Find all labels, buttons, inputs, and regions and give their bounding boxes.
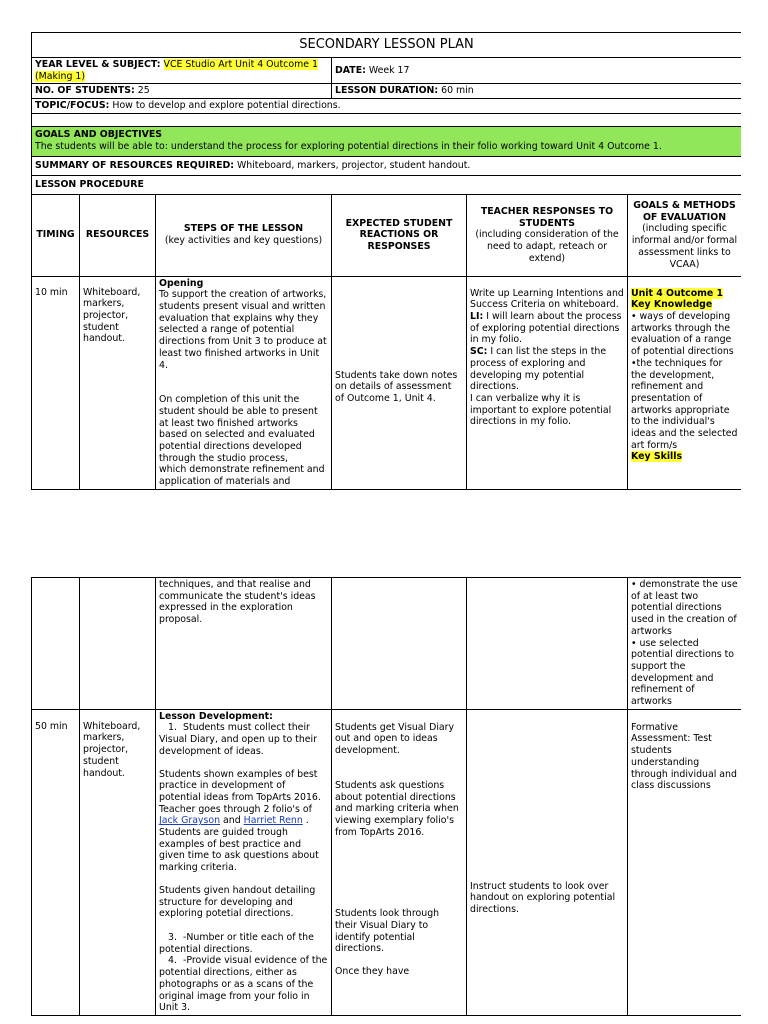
goals-label: GOALS AND OBJECTIVES [35, 128, 162, 140]
header-steps-title: STEPS OF THE LESSON [183, 223, 304, 235]
date-value: Week 17 [368, 64, 410, 76]
list-item: 1. Students must collect their Visual Diary, and open up to their development of ideas. [159, 722, 318, 757]
teacher-cell [467, 578, 628, 710]
lesson-plan-page-1 [31, 32, 741, 500]
expected-cell [332, 709, 467, 1015]
steps-cell [156, 709, 332, 1015]
development-label: Lesson Development: [159, 710, 273, 722]
timing-cell [32, 578, 80, 710]
list-item: Students given handout detailing structure for developing and exploring potetial directions. [159, 884, 316, 920]
teacher-instruction: Instruct students to look over handout on exploring potential directions. [470, 880, 616, 916]
goals-eval-cell [628, 276, 742, 489]
development-steps [159, 722, 328, 1013]
resources-label: SUMMARY OF RESOURCES REQUIRED: [35, 160, 234, 172]
learning-intention [470, 311, 624, 346]
header-teacher-title: TEACHER RESPONSES TO STUDENTS [480, 205, 614, 229]
expected-3: Students look through their Visual Diary to identify potential directions. [335, 908, 440, 955]
list-item: 3. -Number or title each of the potential directions. [159, 931, 314, 955]
date-label: DATE: [335, 64, 366, 76]
students-value: 25 [137, 85, 150, 97]
lesson-plan-table [31, 32, 741, 490]
list-item: 4. -Provide visual evidence of the potential directions, either as photographs or as a scans of the original image from your folio in Unit 3. [159, 955, 328, 1014]
teacher-cell [467, 709, 628, 1015]
expected-4: Once they have [335, 966, 410, 978]
key-skill-1: • demonstrate the use of at least two potential directions used in the creation of artworks [631, 579, 738, 637]
year-level-value: VCE Studio Art Unit 4 Outcome 1 (Making 1) [35, 59, 318, 82]
goals-eval-cell [628, 578, 742, 710]
resources-value: Whiteboard, markers, projector, student handout. [236, 160, 471, 172]
resources-list: Whiteboard, markers, projector, student handout. [80, 709, 156, 1015]
harriet-renn-link[interactable]: Harriet Renn [243, 815, 303, 827]
key-knowledge-2: •the techniques for the development, refinement and presentation of artworks appropriate to the individual's ideas and the selected art form/s [631, 357, 738, 451]
header-timing: TIMING [32, 194, 80, 276]
resources-cell [80, 578, 156, 710]
procedure-label: LESSON PROCEDURE [32, 175, 742, 194]
table-row [32, 276, 742, 489]
header-goals-title: GOALS & METHODS OF EVALUATION [633, 200, 736, 223]
header-resources: RESOURCES [80, 194, 156, 276]
goals-cell [32, 126, 742, 156]
steps-cell: techniques, and that realise and communicate the student's ideas expressed in the exploration proposal. [156, 578, 332, 710]
timing-cell: 50 min [32, 709, 80, 1015]
table-row [32, 578, 742, 710]
completion-paragraph: On completion of this unit the student should be able to present at least two finished artworks based on selected and evaluated potential directions developed through the studio process, [159, 394, 318, 464]
opening-paragraph: To support the creation of artworks, students present visual and written evaluation that explains why they selected a range of potential directions from Unit 3 to produce at least two finished artworks in Unit 4. [159, 289, 327, 371]
resources-cell [32, 157, 742, 176]
goals-text: The students will be able to: understand the process for exploring potential directions in their folio working toward Unit 4 Outcome 1. [35, 140, 662, 152]
teacher-intro: Write up Learning Intentions and Success Criteria on whiteboard. [470, 287, 624, 311]
header-expected: EXPECTED STUDENT REACTIONS OR RESPONSES [332, 194, 467, 276]
date-cell [332, 58, 742, 84]
header-teacher [467, 194, 628, 276]
list-item: Students shown examples of best practice in development of potential ideas from TopArts 2016. Teacher goes through 2 folio's of Jack Grayson and Harriet Renn . Students are guided trough examples of best practice and given time to ask questions about marking criteria. [159, 768, 321, 874]
students-label: NO. OF STUDENTS: [35, 85, 135, 97]
header-steps-sub: (key activities and key questions) [164, 235, 323, 247]
expected-cell [332, 276, 467, 489]
teacher-cell [467, 276, 628, 489]
sc-text: I can list the steps in the process of exploring and developing my potential directions. [470, 346, 607, 393]
header-goals [628, 194, 742, 276]
duration-cell [332, 84, 742, 99]
opening-label: Opening [159, 277, 204, 289]
page-title: SECONDARY LESSON PLAN [32, 33, 742, 58]
duration-value: 60 min [441, 85, 474, 97]
expected-2: Students ask questions about potential directions and marking criteria when viewing exemplary folio's from TopArts 2016. [335, 779, 459, 838]
key-knowledge-1: • ways of developing artworks through the evaluation of a range of potential directions [631, 311, 734, 358]
header-teacher-sub: (including consideration of the need to adapt, reteach or extend) [475, 229, 619, 264]
key-knowledge-highlight: Key Knowledge [631, 299, 713, 311]
topic-value: How to develop and explore potential directions. [112, 100, 341, 112]
header-steps [156, 194, 332, 276]
key-skill-2: • use selected potential directions to support the development and refinement of artworks [631, 637, 735, 708]
refinement-paragraph: which demonstrate refinement and application of materials and [159, 464, 325, 488]
resources-list: Whiteboard, markers, projector, student handout. [80, 276, 156, 489]
jack-grayson-link[interactable]: Jack Grayson [159, 815, 221, 827]
timing-cell: 10 min [32, 276, 80, 489]
year-level-cell [32, 58, 332, 84]
expected-1: Students get Visual Diary out and open to ideas development. [335, 721, 455, 757]
expected-text: Students take down notes on details of assessment of Outcome 1, Unit 4. [335, 369, 458, 405]
year-level-label: YEAR LEVEL & SUBJECT: [35, 59, 161, 70]
expected-cell [332, 578, 467, 710]
lesson-plan-table-continued [31, 577, 741, 1016]
table-row [32, 709, 742, 1015]
formative-assessment: Formative Assessment: Test students understanding through individual and class discussions [631, 721, 737, 792]
header-goals-sub: (including specific informal and/or formal assessment links to VCAA) [631, 223, 738, 270]
steps-cell [156, 276, 332, 489]
success-criteria [470, 346, 624, 393]
sc-label: SC: [470, 346, 488, 358]
li-label: LI: [470, 311, 484, 323]
goals-eval-cell [628, 709, 742, 1015]
table-header-row [32, 194, 742, 276]
outcome-highlight: Unit 4 Outcome 1 [631, 287, 724, 299]
teacher-verbalize: I can verbalize why it is important to explore potential directions in my folio. [470, 392, 612, 428]
students-cell [32, 84, 332, 99]
spacer-row [32, 113, 742, 126]
key-skills-highlight: Key Skills [631, 451, 683, 463]
topic-cell [32, 99, 742, 114]
lesson-plan-page-2 [31, 577, 741, 1024]
topic-label: TOPIC/FOCUS: [35, 100, 110, 112]
duration-label: LESSON DURATION: [335, 85, 439, 97]
li-text: I will learn about the process of exploring potential directions in my folio. [470, 311, 622, 346]
